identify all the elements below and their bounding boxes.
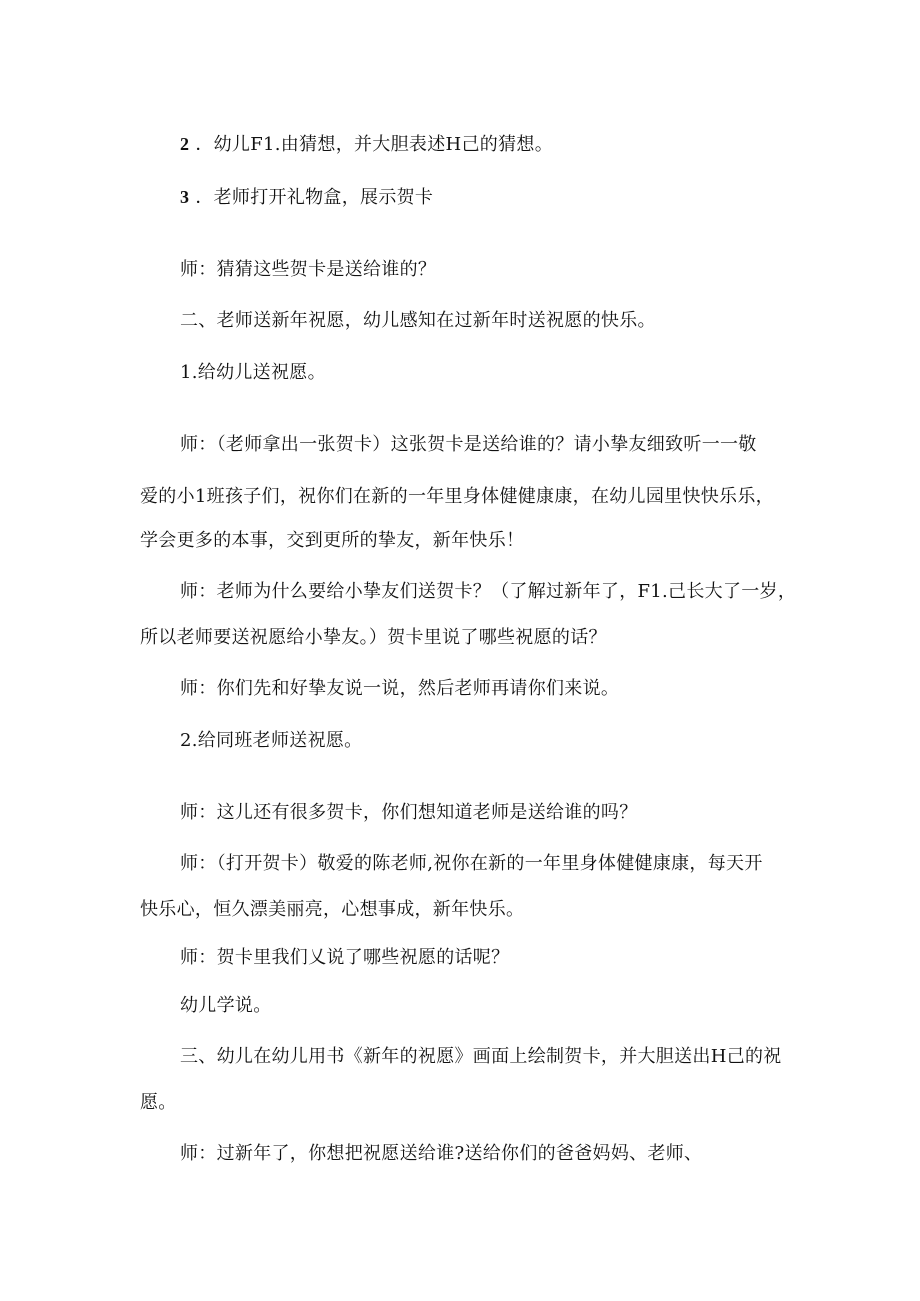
item-number: 3 [180, 187, 190, 207]
paragraph-line: 愿。 [140, 1092, 177, 1113]
item-number: 2 [180, 134, 190, 154]
subsection-heading: 1.给幼儿送祝愿。 [180, 362, 326, 383]
paragraph-line: 快乐心，恒久漂美丽亮，心想事成，新年快乐。 [140, 899, 525, 920]
paragraph-line: 师：过新年了，你想把祝愿送给谁?送给你们的爸爸妈妈、老师、 [180, 1143, 703, 1164]
list-item-2 [180, 130, 553, 159]
paragraph-line: 师：（老师拿出一张贺卡）这张贺卡是送给谁的？请小挚友细致听一一敬 [180, 434, 757, 455]
paragraph-line: 师：（打开贺卡）敬爱的陈老师,祝你在新的一年里身体健健康康，每天开 [180, 853, 763, 874]
section-heading: 三、幼儿在幼儿用书《新年的祝愿》画面上绘制贺卡，并大胆送出H己的祝 [180, 1046, 782, 1067]
subsection-heading: 2.给同班老师送祝愿。 [180, 730, 363, 751]
paragraph-line: 师：这儿还有很多贺卡，你们想知道老师是送给谁的吗？ [180, 802, 638, 823]
paragraph-line: 师：猜猜这些贺卡是送给谁的？ [180, 259, 437, 280]
paragraph-line: 师：你们先和好挚友说一说，然后老师再请你们来说。 [180, 678, 620, 699]
item-text: ．幼儿F1.由猜想，并大胆表述H己的猜想。 [189, 134, 553, 155]
paragraph-line: 学会更多的本事，交到更所的挚友，新年快乐！ [140, 530, 525, 551]
item-text: ．老师打开礼物盒，展示贺卡 [189, 187, 434, 208]
list-item-3 [180, 183, 433, 212]
paragraph-line: 爱的小1班孩子们，祝你们在新的一年里身体健健康康，在幼儿园里快快乐乐， [140, 486, 774, 507]
paragraph-line: 师：贺卡里我们乂说了哪些祝愿的话呢？ [180, 947, 510, 968]
paragraph-line: 所以老师要送祝愿给小挚友。）贺卡里说了哪些祝愿的话？ [140, 627, 607, 648]
paragraph-line: 师：老师为什么要给小挚友们送贺卡？（了解过新年了，F1.己长大了一岁， [180, 581, 797, 602]
paragraph-line: 幼儿学说。 [180, 995, 272, 1016]
section-heading: 二、老师送新年祝愿，幼儿感知在过新年时送祝愿的快乐。 [180, 310, 656, 331]
